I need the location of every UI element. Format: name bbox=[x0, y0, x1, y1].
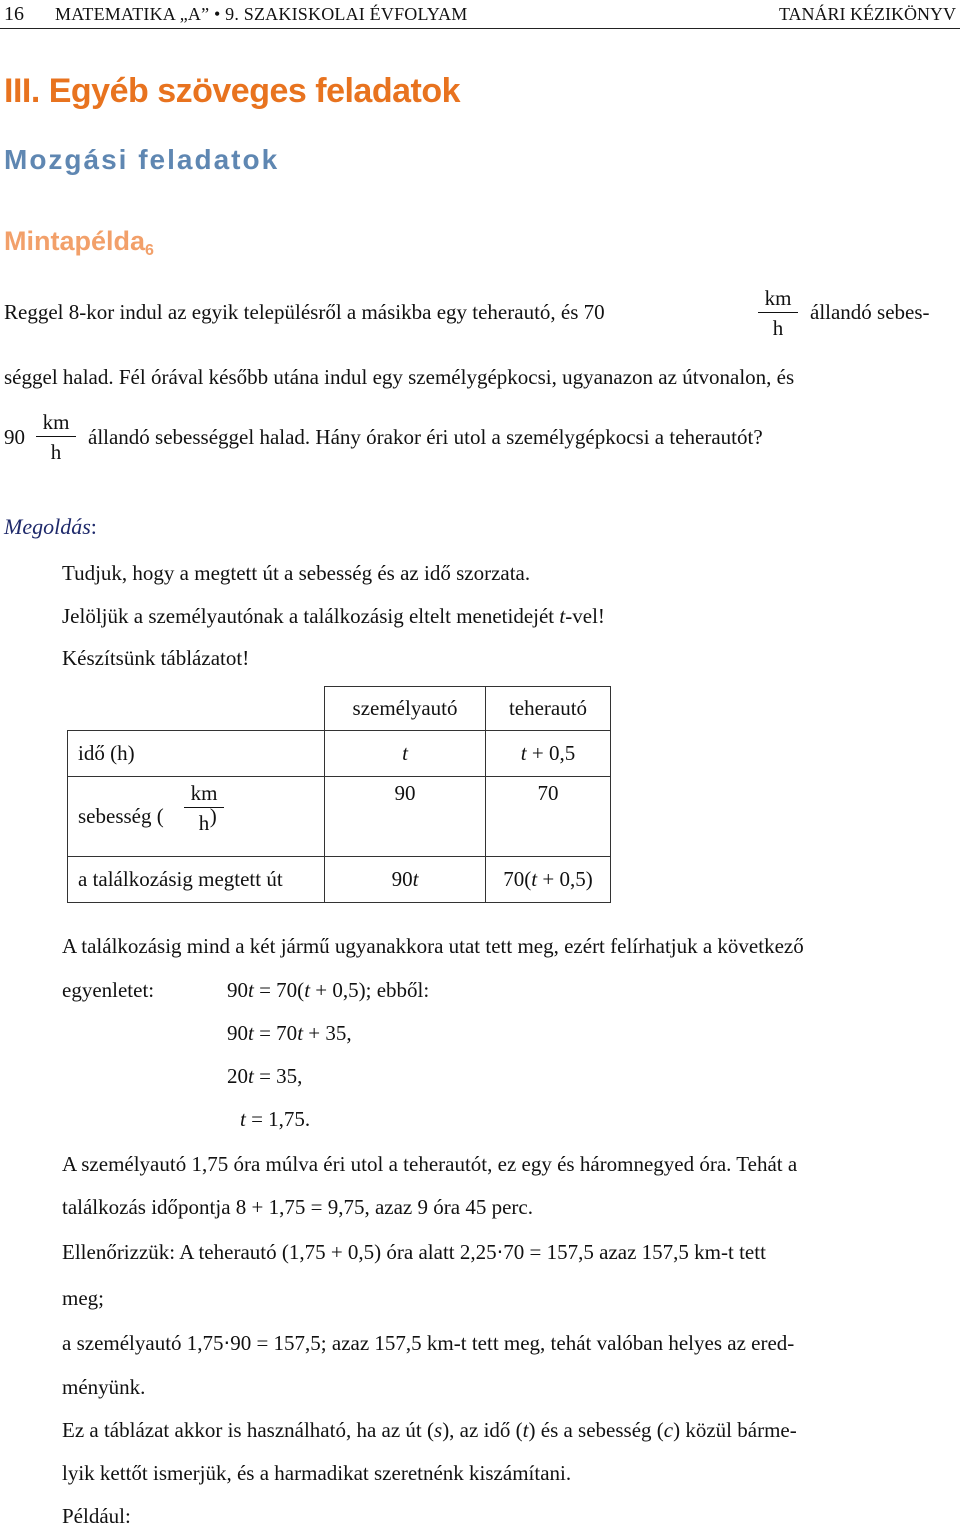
row-speed-label bbox=[68, 777, 325, 857]
eq3-t: t bbox=[248, 1064, 254, 1088]
distance-truck-b: + 0,5) bbox=[537, 867, 593, 891]
usage-d: ) közül bárme- bbox=[673, 1418, 797, 1442]
unit-denominator: h bbox=[50, 440, 62, 464]
eq4-b: = 1,75. bbox=[245, 1107, 311, 1131]
solution-label-text: Megoldás bbox=[4, 514, 91, 539]
header-truck: teherautó bbox=[486, 687, 611, 731]
eq1-t1: t bbox=[248, 978, 254, 1002]
unit-fraction-1 bbox=[758, 284, 798, 343]
table-row-distance bbox=[68, 857, 611, 903]
usage-line-2: lyik kettőt ismerjük, és a harmadikat szeretnénk kiszámítani. bbox=[62, 1461, 572, 1485]
check-line-2: meg; bbox=[62, 1286, 104, 1310]
eq2-c: + 35, bbox=[303, 1021, 352, 1045]
problem-line-2: séggel halad. Fél órával később utána indul egy személygépkocsi, ugyanazon az útvonalon, és bbox=[4, 365, 795, 389]
usage-a: Ez a táblázat akkor is használható, ha az út ( bbox=[62, 1418, 434, 1442]
speed-car: 90 bbox=[325, 777, 486, 857]
equation-4 bbox=[240, 1107, 310, 1132]
speed-label-a: sebesség ( bbox=[78, 804, 164, 828]
equation-2 bbox=[227, 1021, 352, 1046]
eq3-a: 20 bbox=[227, 1064, 248, 1088]
equation-3 bbox=[227, 1064, 302, 1089]
speed-unit-fraction bbox=[184, 779, 224, 838]
distance-truck-var: t bbox=[531, 867, 538, 891]
eq4-t: t bbox=[240, 1107, 246, 1131]
page-number: 16 bbox=[4, 3, 24, 25]
speed-truck: 70 bbox=[486, 777, 611, 857]
usage-b: ), az idő ( bbox=[442, 1418, 523, 1442]
time-car-var: t bbox=[402, 741, 408, 765]
eq1-b: = 70( bbox=[253, 978, 305, 1002]
check-line-4: ményünk. bbox=[62, 1375, 146, 1399]
check-line-3: a személyautó 1,75⋅90 = 157,5; azaz 157,5 km-t tett meg, tehát valóban helyes az ered- bbox=[62, 1331, 795, 1355]
for-example: Például: bbox=[62, 1504, 131, 1528]
table-row-time bbox=[68, 731, 611, 777]
intro-line-3: Készítsünk táblázatot! bbox=[62, 646, 250, 670]
time-truck-rest: + 0,5 bbox=[526, 741, 576, 765]
eq1-c: + 0,5); ebből: bbox=[310, 978, 430, 1002]
example-title bbox=[4, 226, 154, 260]
problem-speed-value: 90 bbox=[4, 425, 25, 449]
distance-car-num: 90 bbox=[391, 867, 413, 891]
eq2-t2: t bbox=[297, 1021, 304, 1045]
usage-c: c bbox=[663, 1418, 674, 1442]
row-distance-label: a találkozásig megtett út bbox=[68, 857, 325, 903]
example-title-text: Mintapélda bbox=[4, 226, 146, 256]
eq1-t2: t bbox=[304, 978, 311, 1002]
problem-line-1: Reggel 8-kor indul az egyik településről a másikba egy teherautó, és 70 bbox=[4, 300, 605, 324]
time-truck-var: t bbox=[520, 741, 527, 765]
usage-t: t bbox=[522, 1418, 529, 1442]
intro-line-2 bbox=[62, 604, 605, 629]
unit-numerator: km bbox=[184, 779, 224, 808]
intro-line-2-end: -vel! bbox=[565, 604, 605, 628]
conclusion-line-2: találkozás időpontja 8 + 1,75 = 9,75, azaz 9 óra 45 perc. bbox=[62, 1195, 533, 1219]
equation-intro-line-1: A találkozásig mind a két jármű ugyanakkora utat tett meg, ezért felírhatjuk a következő bbox=[62, 934, 804, 958]
time-truck bbox=[486, 731, 611, 777]
page-header bbox=[0, 0, 960, 29]
distance-truck-a: 70( bbox=[503, 867, 532, 891]
distance-truck bbox=[486, 857, 611, 903]
eq2-a: 90 bbox=[227, 1021, 248, 1045]
eq3-b: = 35, bbox=[253, 1064, 303, 1088]
distance-car bbox=[325, 857, 486, 903]
variable-t: t bbox=[559, 604, 566, 628]
conclusion-line-1: A személyautó 1,75 óra múlva éri utol a teherautót, ez egy és háromnegyed óra. Tehát a bbox=[62, 1152, 798, 1176]
header-right: TANÁRI KÉZIKÖNYV bbox=[778, 4, 956, 24]
row-time-label: idő (h) bbox=[68, 731, 325, 777]
unit-denominator: h bbox=[772, 316, 784, 340]
distance-car-var: t bbox=[412, 867, 419, 891]
problem-line-1-end: állandó sebes- bbox=[810, 300, 930, 324]
intro-line-1: Tudjuk, hogy a megtett út a sebesség és az idő szorzata. bbox=[62, 561, 531, 585]
header-title: MATEMATIKA „A” • 9. SZAKISKOLAI ÉVFOLYAM bbox=[55, 4, 468, 24]
motion-table bbox=[67, 686, 611, 903]
usage-line-1 bbox=[62, 1418, 797, 1443]
section-title: III. Egyéb szöveges feladatok bbox=[4, 72, 461, 110]
check-line-1: Ellenőrizzük: A teherautó (1,75 + 0,5) óra alatt 2,25⋅70 = 157,5 azaz 157,5 km-t tett bbox=[62, 1240, 766, 1264]
table-header-row bbox=[68, 687, 611, 731]
example-number: 6 bbox=[145, 242, 154, 259]
usage-s: s bbox=[434, 1418, 443, 1442]
unit-numerator: km bbox=[36, 408, 76, 437]
unit-denominator: h bbox=[198, 811, 210, 835]
unit-numerator: km bbox=[758, 284, 798, 313]
intro-line-2-text: Jelöljük a személyautónak a találkozásig eltelt menetidejét bbox=[62, 604, 560, 628]
equation-intro-line-2: egyenletet: bbox=[62, 978, 155, 1002]
eq2-b: = 70 bbox=[253, 1021, 298, 1045]
eq2-t1: t bbox=[248, 1021, 254, 1045]
time-car bbox=[325, 731, 486, 777]
unit-fraction-2 bbox=[36, 408, 76, 467]
usage-c-text: ) és a sebesség ( bbox=[528, 1418, 664, 1442]
solution-label bbox=[4, 514, 97, 540]
table-corner bbox=[68, 687, 325, 731]
solution-colon: : bbox=[90, 514, 97, 539]
equation-1 bbox=[227, 978, 429, 1003]
header-car: személyautó bbox=[325, 687, 486, 731]
subsection-title: Mozgási feladatok bbox=[4, 144, 280, 175]
table-row-speed bbox=[68, 777, 611, 857]
speed-label-b: ) bbox=[209, 804, 217, 828]
problem-line-3: állandó sebességgel halad. Hány órakor éri utol a személygépkocsi a teherautót? bbox=[88, 425, 763, 449]
eq1-a: 90 bbox=[227, 978, 248, 1002]
